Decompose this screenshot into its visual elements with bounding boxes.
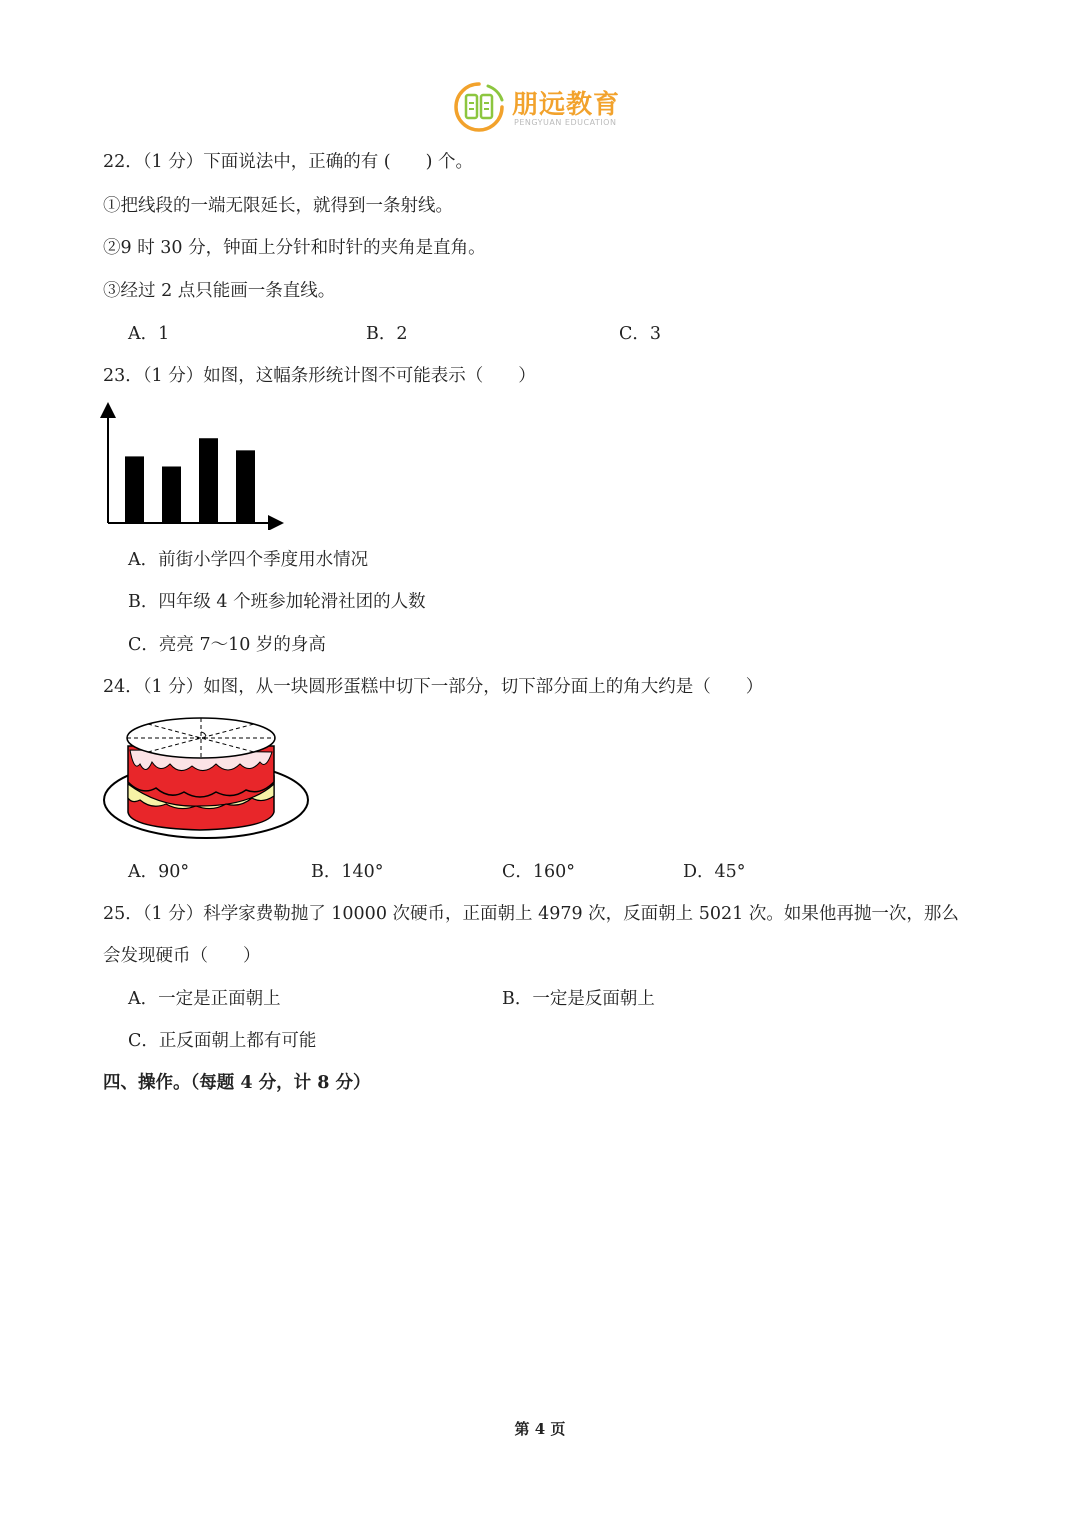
q23-option-c: C．亮亮 7～10 岁的身高	[128, 635, 326, 655]
cake-illustration	[100, 712, 312, 842]
q22-stem: 22．（1 分）下面说法中，正确的有 ( ) 个。	[103, 152, 473, 172]
page-number: 第 4 页	[514, 1420, 566, 1438]
q23-option-a: A．前街小学四个季度用水情况	[128, 550, 369, 570]
q23-stem: 23．（1 分）如图，这幅条形统计图不可能表示（ ）	[103, 366, 536, 386]
logo	[452, 80, 642, 136]
q22-option-c: C．3	[619, 324, 662, 344]
q22-statement-2: ②9 时 30 分，钟面上分针和时针的夹角是直角。	[103, 238, 486, 258]
q25-option-c: C．正反面朝上都有可能	[128, 1031, 317, 1051]
q25-option-a: A．一定是正面朝上	[128, 989, 281, 1009]
q25-stem-line-2: 会发现硬币（ ）	[103, 946, 261, 966]
q24-option-d: D．45°	[683, 862, 746, 882]
logo-book-icon	[452, 80, 506, 134]
q25-stem-line-1: 25．（1 分）科学家费勒抛了 10000 次硬币，正面朝上 4979 次，反面朝上 5021 次。如果他再抛一次，那么	[103, 904, 959, 924]
logo-title: 朋远教育	[512, 90, 621, 120]
q22-statement-1: ①把线段的一端无限延长，就得到一条射线。	[103, 196, 453, 216]
q23-option-b: B．四年级 4 个班参加轮滑社团的人数	[128, 592, 426, 612]
q25-option-b: B．一定是反面朝上	[502, 989, 655, 1009]
chart-bar-4	[236, 450, 255, 523]
section-4-heading: 四、操作。（每题 4 分，计 8 分）	[103, 1073, 371, 1093]
q24-option-a: A．90°	[128, 862, 190, 882]
q22-option-a: A．1	[128, 324, 170, 344]
q22-option-b: B．2	[366, 324, 408, 344]
chart-bar-2	[162, 466, 181, 523]
q24-option-c: C．160°	[502, 862, 576, 882]
chart-bar-1	[125, 456, 144, 523]
q24-option-b: B．140°	[311, 862, 384, 882]
q22-statement-3: ③经过 2 点只能画一条直线。	[103, 281, 336, 301]
logo-subtitle: PENGYUAN EDUCATION	[514, 118, 617, 127]
bar-chart	[100, 402, 290, 530]
q24-stem: 24．（1 分）如图，从一块圆形蛋糕中切下一部分，切下部分面上的角大约是（ ）	[103, 677, 764, 697]
chart-bar-3	[199, 438, 218, 523]
